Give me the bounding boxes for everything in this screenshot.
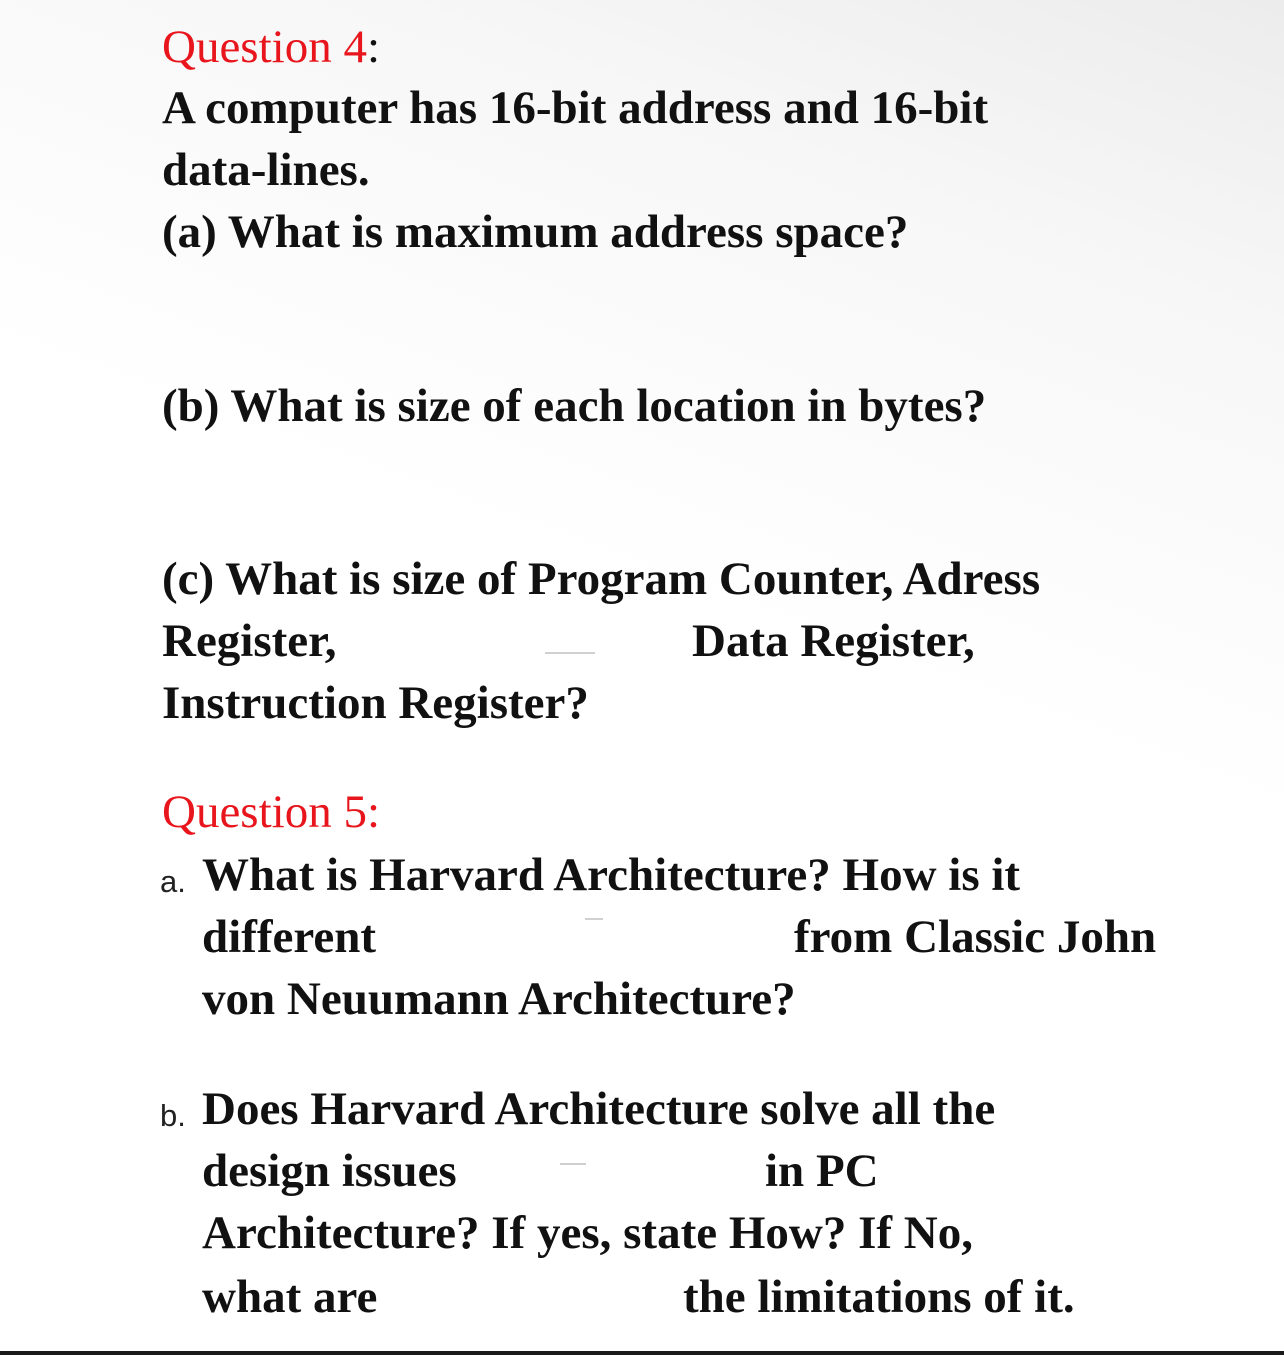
scan-smudge — [585, 918, 603, 920]
question-5-b-line-4-right: the limitations of it. — [683, 1271, 1075, 1323]
scan-smudge — [560, 1163, 586, 1165]
question-4-intro-line-1: A computer has 16-bit address and 16-bit — [162, 82, 989, 134]
question-4-heading — [162, 21, 381, 73]
question-4-colon: : — [366, 21, 381, 73]
question-5-b-line-3: Architecture? If yes, state How? If No, — [202, 1207, 973, 1259]
question-4-intro-line-2: data-lines. — [162, 144, 370, 196]
question-4-part-c-line-1: (c) What is size of Program Counter, Adress — [162, 553, 1041, 605]
question-5-a-line-2-left: different — [202, 911, 377, 963]
question-5-b-line-4-left: what are — [202, 1271, 378, 1323]
question-4-part-c-line-2-right: Data Register, — [692, 615, 975, 667]
question-5-b-line-1: Does Harvard Architecture solve all the — [202, 1083, 996, 1135]
question-4-label: Question 4 — [162, 21, 367, 73]
question-4-part-b: (b) What is size of each location in bytes? — [162, 380, 987, 432]
question-5-b-line-2-right: in PC — [765, 1145, 879, 1197]
question-5-a-line-2-right: from Classic John — [794, 911, 1157, 963]
question-5-a-line-1: What is Harvard Architecture? How is it — [202, 849, 1021, 901]
question-4-part-a: (a) What is maximum address space? — [162, 206, 909, 258]
list-marker-b: b. — [160, 1098, 186, 1133]
scan-smudge — [545, 652, 595, 654]
bottom-border — [0, 1351, 1284, 1355]
list-marker-a: a. — [160, 864, 186, 899]
question-4-part-c-line-2-left: Register, — [162, 615, 337, 667]
question-5-heading: Question 5: — [162, 786, 381, 838]
question-5-b-line-2-left: design issues — [202, 1145, 457, 1197]
question-4-part-c-line-3: Instruction Register? — [162, 677, 589, 729]
question-5-a-line-3: von Neuumann Architecture? — [202, 973, 796, 1025]
